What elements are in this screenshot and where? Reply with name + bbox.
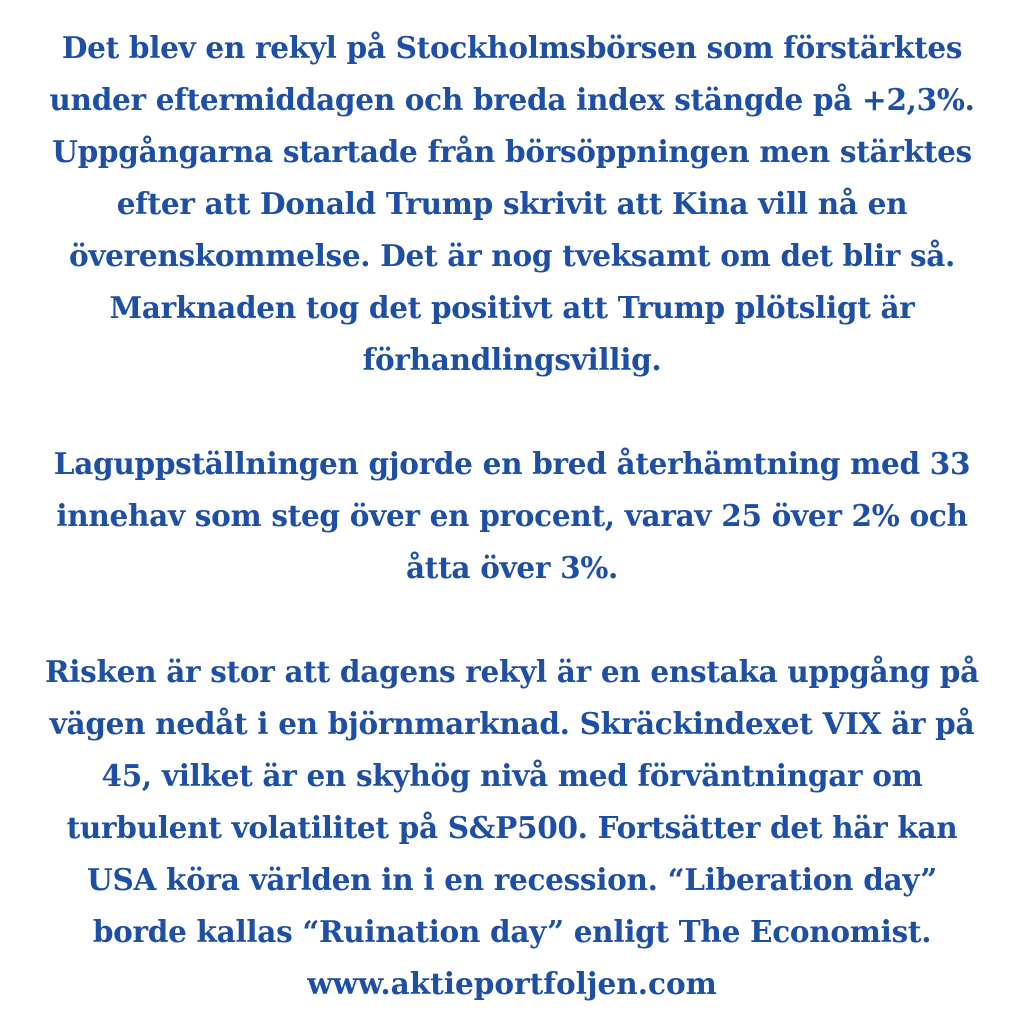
- paragraph-market-rebound: [30, 22, 994, 386]
- website-url: www.aktieportfoljen.com: [307, 966, 717, 1001]
- text-line: Marknaden tog det positivt att Trump plötsligt är: [109, 290, 915, 325]
- text-line: förhandlingsvillig.: [362, 342, 662, 377]
- text-line: USA köra världen in i en recession. “Liberation day”: [87, 862, 937, 897]
- text-line: turbulent volatilitet på S&P500. Fortsätter det här kan: [66, 810, 958, 845]
- paragraph-spacer: [30, 594, 994, 646]
- text-line: under eftermiddagen och breda index stängde på +2,3%.: [49, 82, 975, 117]
- text-line: Laguppställningen gjorde en bred återhämtning med 33: [53, 446, 971, 481]
- text-line: åtta över 3%.: [405, 550, 619, 585]
- text-line: Uppgångarna startade från börsöppningen men stärktes: [52, 134, 972, 169]
- text-line: borde kallas “Ruination day” enligt The Economist.: [92, 914, 932, 949]
- text-line: överenskommelse. Det är nog tveksamt om det blir så.: [68, 238, 956, 273]
- paragraph-spacer: [30, 386, 994, 438]
- text-line: innehav som steg över en procent, varav 25 över 2% och: [56, 498, 968, 533]
- text-line: 45, vilket är en skyhög nivå med förväntningar om: [101, 758, 923, 793]
- text-line: efter att Donald Trump skrivit att Kina vill nå en: [116, 186, 908, 221]
- text-line: vägen nedåt i en björnmarknad. Skräckindexet VIX är på: [49, 706, 975, 741]
- paragraph-portfolio-recovery: [30, 438, 994, 594]
- text-line: Risken är stor att dagens rekyl är en enstaka uppgång på: [45, 654, 979, 689]
- paragraph-risk-outlook: [30, 646, 994, 958]
- text-line: Det blev en rekyl på Stockholmsbörsen som förstärktes: [61, 30, 963, 65]
